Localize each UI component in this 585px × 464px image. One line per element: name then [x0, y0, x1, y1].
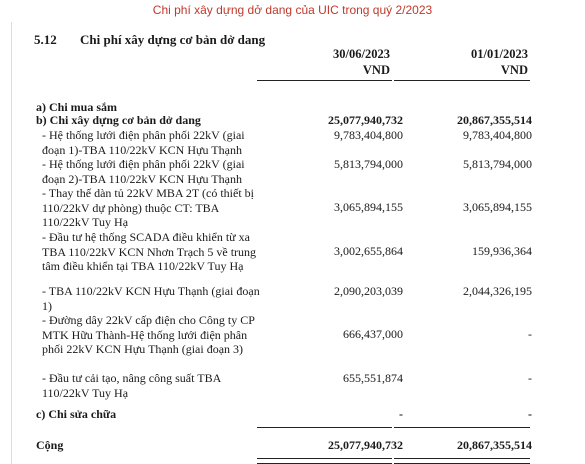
row-label: - Đường dây 22kV cấp điện cho Công ty CP MTK Hữu Thành-Hệ thống lưới điện phân phối 22kV KCN Hựu Thạnh (giai đoạn 3)	[42, 313, 255, 356]
total-double-rule	[257, 458, 392, 464]
total-prior: 20,867,355,514	[457, 438, 532, 452]
value-prior: 3,065,894,155	[463, 200, 532, 214]
value-prior: -	[528, 327, 532, 341]
value-current: -	[399, 407, 403, 421]
column-unit: VND	[362, 63, 390, 77]
financial-note-sheet	[11, 22, 580, 464]
value-current: 2,090,203,039	[334, 284, 403, 298]
value-prior: -	[528, 407, 532, 421]
column-date: 01/01/2023	[471, 47, 528, 61]
value-current: 3,002,655,864	[334, 244, 403, 258]
header-rule	[257, 80, 392, 81]
total-current: 25,077,940,732	[328, 438, 403, 452]
value-prior: 9,783,404,800	[463, 128, 532, 142]
section-title: Chi phí xây dựng cơ bản dở dang	[80, 32, 266, 47]
total-double-rule	[394, 458, 530, 464]
row-label: - Hệ thống lưới điện phân phối 22kV (giai đoạn 1)-TBA 110/22kV KCN Hựu Thạnh	[42, 128, 245, 157]
section-number: 5.12	[34, 32, 57, 47]
value-prior: 5,813,794,000	[463, 157, 532, 171]
row-label: c) Chi sửa chữa	[36, 407, 117, 421]
row-label: b) Chi xây dựng cơ bản dở dang	[36, 113, 201, 127]
row-label: - TBA 110/22kV KCN Hựu Thạnh (giai đoạn 1)	[42, 284, 260, 313]
value-current: 9,783,404,800	[334, 128, 403, 142]
total-label: Cộng	[36, 438, 64, 452]
value-current: 655,551,874	[343, 371, 403, 385]
value-current: 3,065,894,155	[334, 200, 403, 214]
header-rule	[394, 80, 530, 81]
row-label: - Hệ thống lưới điện phân phối 22kV (giai đoạn 2)-TBA 110/22kV KCN Hựu Thạnh	[42, 157, 245, 186]
value-current: 25,077,940,732	[328, 113, 403, 127]
row-label: a) Chi mua sắm	[36, 100, 118, 114]
image-caption: Chi phí xây dựng dở dang của UIC trong quý 2/2023	[152, 3, 433, 17]
column-header-prior	[404, 46, 528, 78]
total-rule	[257, 427, 392, 428]
value-prior: 2,044,326,195	[463, 284, 532, 298]
value-prior: 159,936,364	[472, 244, 532, 258]
column-unit: VND	[500, 63, 528, 77]
row-label: - Đầu tư cải tạo, nâng công suất TBA 110/22kV Tuy Hạ	[42, 371, 221, 400]
value-current: 5,813,794,000	[334, 157, 403, 171]
value-prior: 20,867,355,514	[457, 113, 532, 127]
row-label: - Đầu tư hệ thống SCADA điều khiển từ xa TBA 110/22kV KCN Nhơn Trạch 5 về trung tâm điều khiển tại TBA 110/22kV Tuy Hạ	[42, 230, 257, 273]
value-current: 666,437,000	[343, 327, 403, 341]
total-rule	[394, 427, 530, 428]
column-date: 30/06/2023	[333, 47, 390, 61]
row-label: - Thay thế dàn tủ 22kV MBA 2T (có thiết bị 110/22kV dự phòng) thuộc CT: TBA 110/22kV Tuy Hạ	[42, 186, 254, 229]
column-header-current	[270, 46, 390, 78]
value-prior: -	[528, 371, 532, 385]
